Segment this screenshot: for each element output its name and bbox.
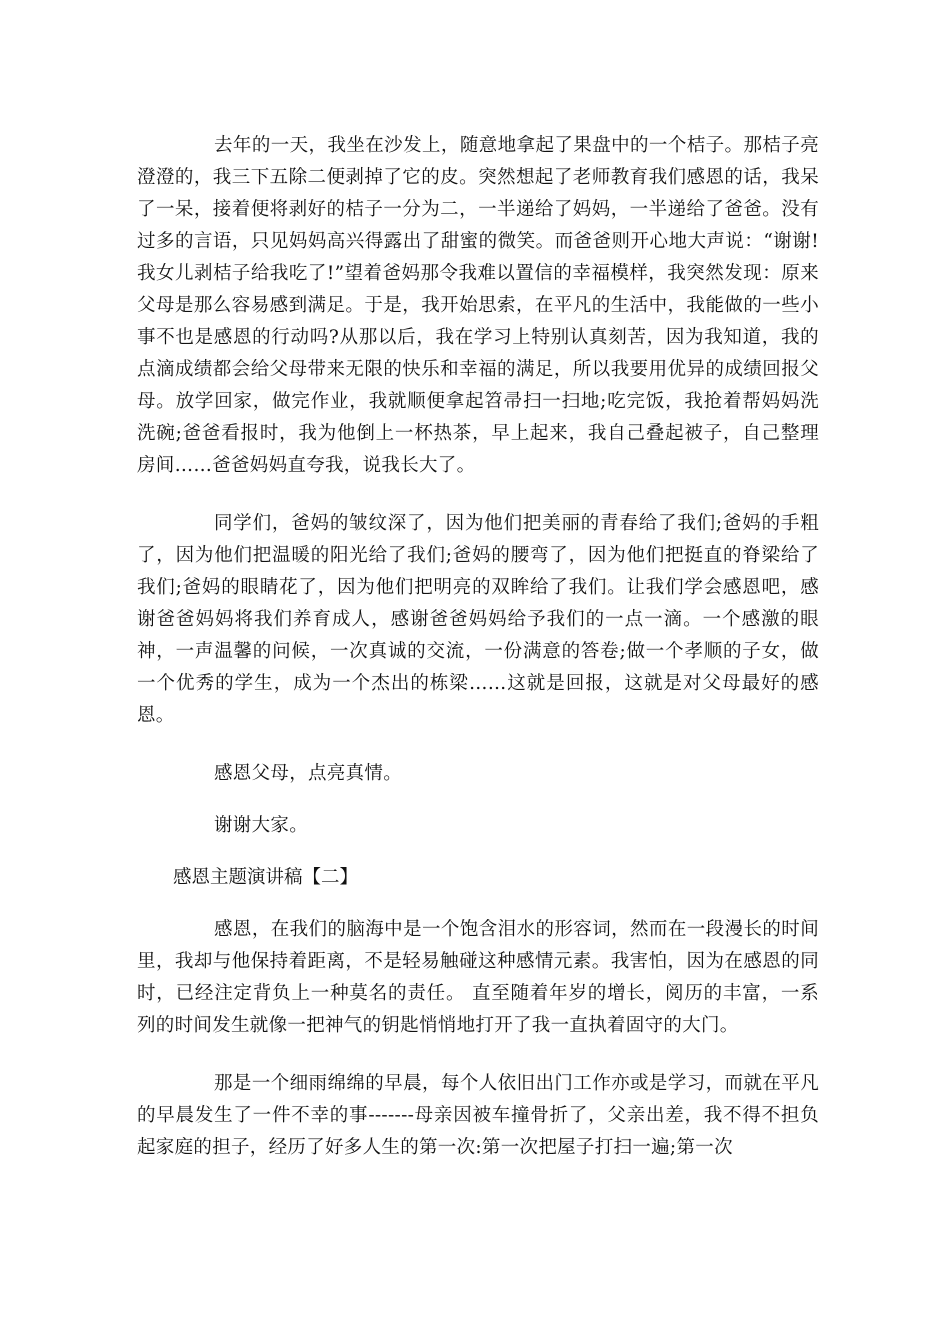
- paragraph-orange-story: 去年的一天，我坐在沙发上，随意地拿起了果盘中的一个桔子。那桔子亮澄澄的，我三下五除二便剥掉了它的皮。突然想起了老师教育我们感恩的话，我呆了一呆，接着便将剥好的桔子一分为二，一半递给了妈妈，一半递给了爸爸。没有过多的言语，只见妈妈高兴得露出了甜蜜的微笑。而爸爸则开心地大声说：“谢谢!我女儿剥桔子给我吃了!”望着爸妈那令我难以置信的幸福模样，我突然发现：原来父母是那么容易感到满足。于是，我开始思索，在平凡的生活中，我能做的一些小事不也是感恩的行动吗?从那以后，我在学习上特别认真刻苦，因为我知道，我的点滴成绩都会给父母带来无限的快乐和幸福的满足，所以我要用优异的成绩回报父母。放学回家，做完作业，我就顺便拿起笤帚扫一扫地;吃完饭，我抢着帮妈妈洗洗碗;爸爸看报时，我为他倒上一杯热茶，早上起来，我自己叠起被子，自己整理房间……爸爸妈妈直夸我，说我长大了。: [137, 135, 819, 476]
- paragraph-rainy-morning: 那是一个细雨绵绵的早晨，每个人依旧出门工作亦或是学习，而就在平凡的早晨发生了一件不幸的事-------母亲因被车撞骨折了，父亲出差，我不得不担负起家庭的担子，经历了好多人生的第一次:第一次把屋子打扫一遍;第一次: [137, 1073, 819, 1158]
- paragraph-gratitude-intro: 感恩，在我们的脑海中是一个饱含泪水的形容词，然而在一段漫长的时间里，我却与他保持着距离，不是轻易触碰这种感情元素。我害怕，因为在感恩的同时，已经注定背负上一种莫名的责任。 直至随着年岁的增长，阅历的丰富，一系列的时间发生就像一把神气的钥匙悄悄地打开了我一直执着固守的大门。: [137, 919, 819, 1036]
- section-heading: 感恩主题演讲稿【二】: [173, 867, 359, 888]
- paragraph-thanks: 谢谢大家。: [214, 815, 309, 836]
- paragraph-parents-sacrifice: 同学们，爸妈的皱纹深了，因为他们把美丽的青春给了我们;爸妈的手粗了，因为他们把温暖的阳光给了我们;爸妈的腰弯了，因为他们把挺直的脊梁给了我们;爸妈的眼睛花了，因为他们把明亮的双眸给了我们。让我们学会感恩吧，感谢爸爸妈妈将我们养育成人，感谢爸爸妈妈给予我们的一点一滴。一个感激的眼神，一声温馨的问候，一次真诚的交流，一份满意的答卷;做一个孝顺的子女，做一个优秀的学生，成为一个杰出的栋梁……这就是回报，这就是对父母最好的感恩。: [137, 513, 819, 726]
- paragraph-closing-line: 感恩父母，点亮真情。: [214, 763, 403, 784]
- document-body: [137, 130, 819, 1190]
